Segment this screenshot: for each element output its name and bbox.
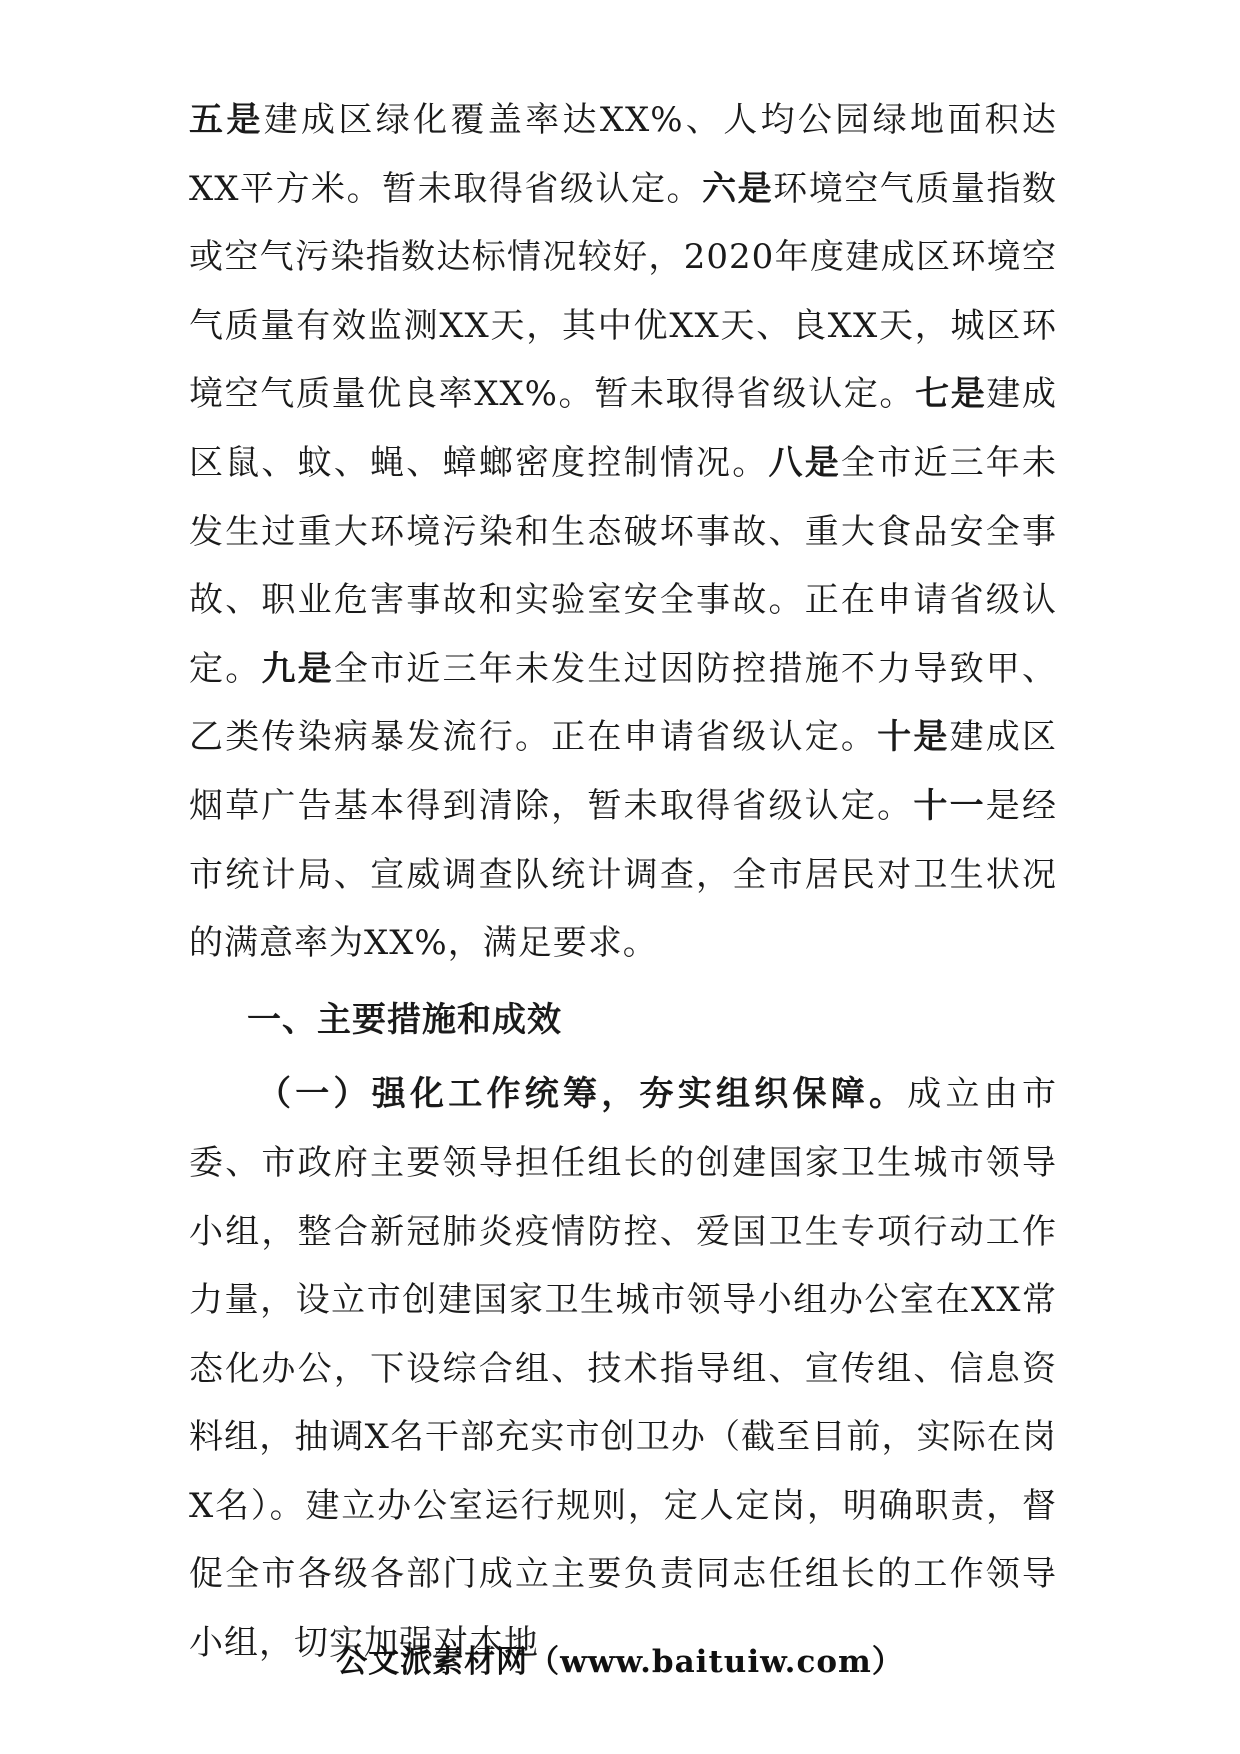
- intro-paragraph: [189, 86, 1057, 978]
- item-text: 建成区绿化覆盖率达XX%、人均公园绿地面积达XX平方米。暂未取得省级认定。: [189, 100, 1058, 209]
- section-heading: 一、主要措施和成效: [247, 999, 562, 1040]
- sub-section-text: 成立由市委、市政府主要领导担任组长的创建国家卫生城市领导小组，整合新冠肺炎疫情防控、爱国卫生专项行动工作力量，设立市创建国家卫生城市领导小组办公室在XX常态化办公，下设综合组、技术指导组、宣传组、信息资料组，抽调X名干部充实市创卫办（截至目前，实际在岗X名）。建立办公室运行规则，定人定岗，明确职责，督促全市各级各部门成立主要负责同志任组长的工作领导小组，切实加强对本地: [189, 1074, 1057, 1664]
- item-marker: 十一: [913, 785, 986, 826]
- item-text: 全市近三年未发生过重大环境污染和生态破坏事故、重大食品安全事故、职业危害事故和实验室安全事故。正在申请省级认定。: [189, 442, 1058, 689]
- footer-watermark: 公文派素材网（www.baituiw.com）: [336, 1644, 904, 1680]
- item-text: 是经市统计局、宣威调查队统计调查，全市居民对卫生状况的满意率为XX%，满足要求。: [189, 785, 1058, 964]
- sub-section-paragraph: [189, 1060, 1057, 1677]
- document-body: [189, 86, 1057, 1678]
- item-marker: 七是: [915, 374, 987, 415]
- sub-section-heading: （一）强化工作统筹，夯实组织保障。: [257, 1074, 908, 1115]
- item-text: 建成区烟草广告基本得到清除，暂未取得省级认定。: [189, 717, 1058, 826]
- item-text: 环境空气质量指数或空气污染指数达标情况较好，2020年度建成区环境空气质量有效监测XX天，其中优XX天、良XX天，城区环境空气质量优良率XX%。暂未取得省级认定。: [189, 168, 1057, 415]
- item-marker: 五是: [189, 100, 264, 140]
- item-marker: 六是: [702, 168, 774, 209]
- item-text: 建成区鼠、蚊、蝇、蟑螂密度控制情况。: [189, 374, 1058, 483]
- item-marker: 九是: [261, 648, 334, 689]
- item-marker: 十是: [877, 717, 950, 758]
- item-marker: 八是: [768, 442, 841, 483]
- item-text: 全市近三年未发生过因防控措施不力导致甲、乙类传染病暴发流行。正在申请省级认定。: [189, 648, 1058, 758]
